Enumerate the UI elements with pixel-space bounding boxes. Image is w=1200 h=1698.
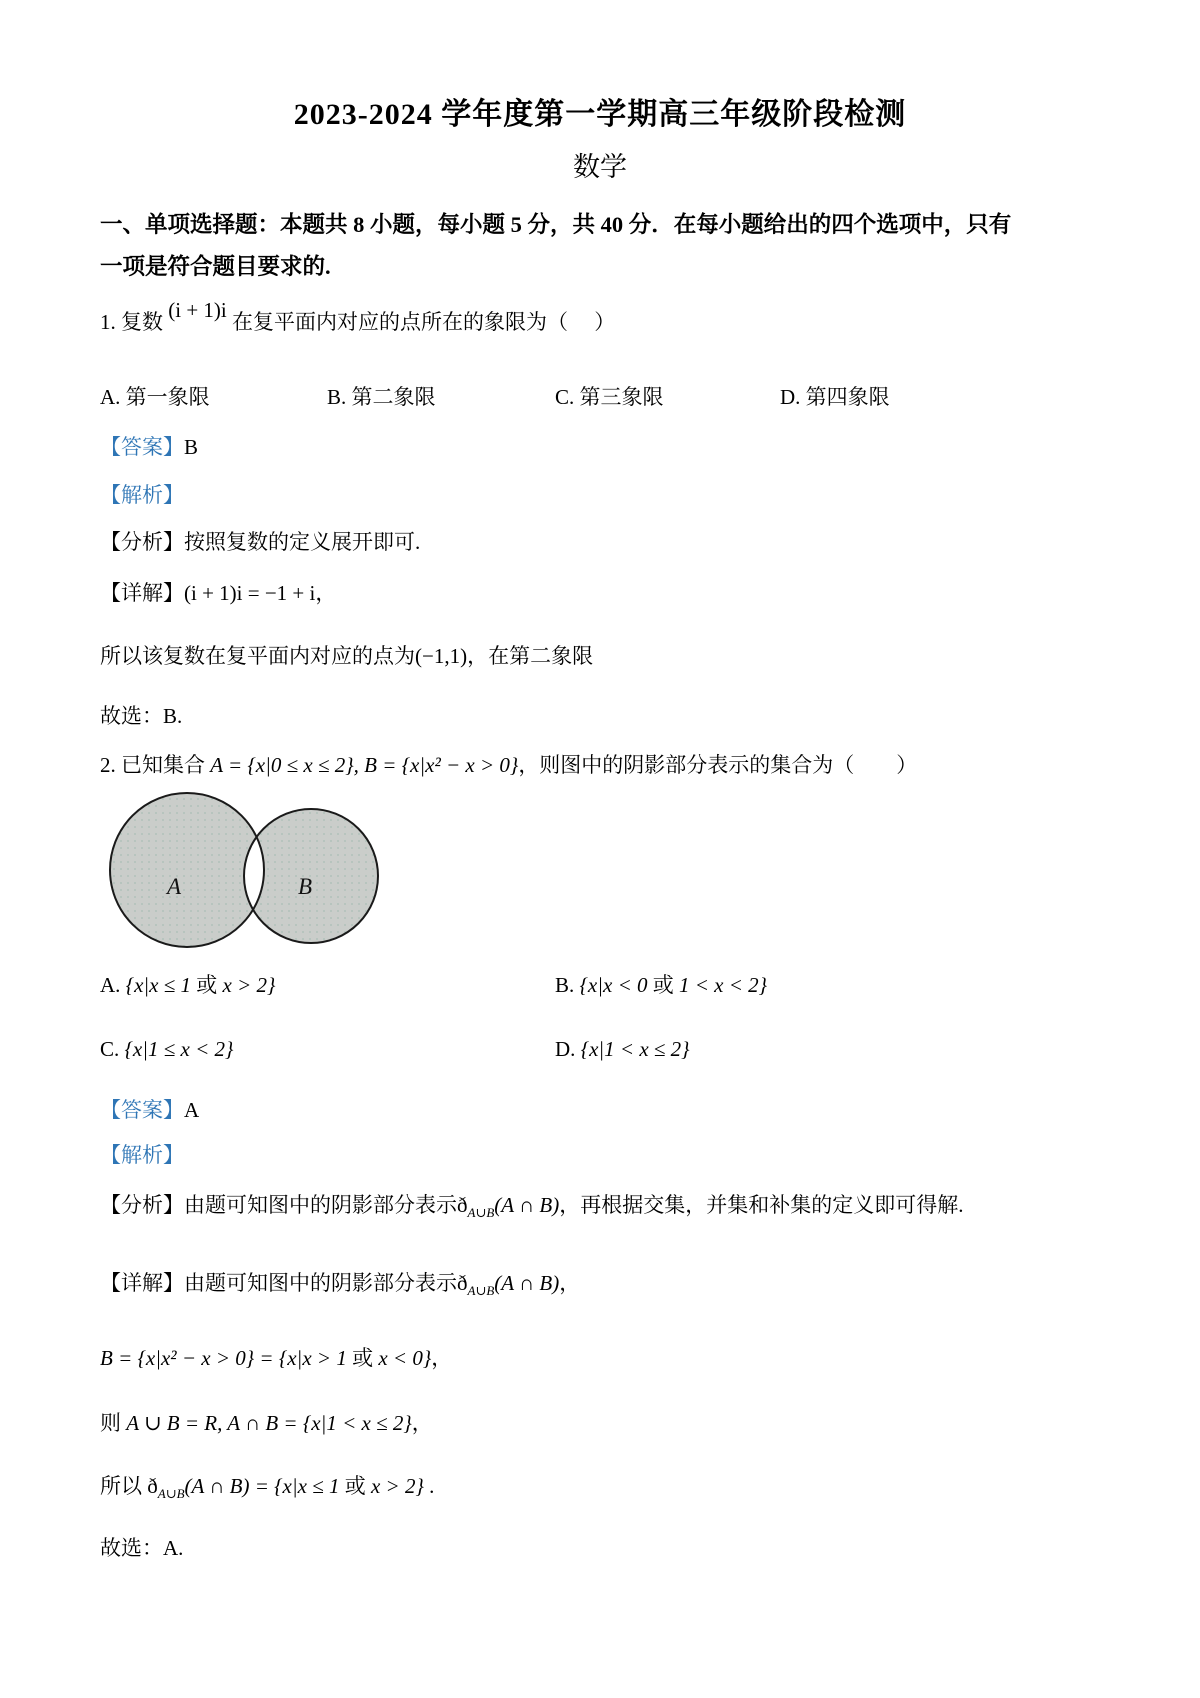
fenxi-label: 【分析】 <box>100 530 184 554</box>
q1-stem <box>100 298 1100 342</box>
q2-lineB <box>100 1336 1100 1380</box>
venn-svg <box>105 790 385 952</box>
q2-lineF-tail: . <box>423 1474 435 1498</box>
q2-stem-suffix: ，则图中的阴影部分表示的集合为（ ） <box>518 753 918 777</box>
q2-lineB-or: 或 <box>352 1346 374 1370</box>
q2-lineU-tail: ， <box>411 1411 433 1435</box>
q2-options-row1 <box>100 964 1100 1006</box>
q2-lineF-post: x > 2} <box>365 1474 424 1498</box>
xiangjie-label: 【详解】 <box>100 581 184 605</box>
q1-detail-tail: ， <box>315 581 337 605</box>
q1-number-text: 1. 复数 <box>100 310 163 334</box>
complement-subscript: A∪B <box>467 1205 495 1220</box>
q2-option-a-or: 或 <box>196 973 218 997</box>
q2-option-c <box>100 1028 233 1070</box>
q2-option-d-pre: {x|1 < x ≤ 2} <box>580 1037 690 1061</box>
section-heading-line2: 一项是符合题目要求的. <box>100 254 331 279</box>
q1-option-b-label: B. <box>327 385 347 409</box>
q2-option-b-or: 或 <box>652 973 674 997</box>
q1-fenxi-text: 按照复数的定义展开即可. <box>184 530 421 554</box>
q1-formula: (i + 1)i <box>168 298 227 322</box>
q2-option-a-label: A. <box>100 973 121 997</box>
q2-option-b-label: B. <box>555 973 575 997</box>
set-b-label: B <box>298 874 313 899</box>
complement-symbol: ð <box>457 1271 468 1295</box>
q2-choose-line: 故选：A. <box>100 1536 184 1560</box>
q2-lineU-prefix: 则 <box>100 1411 121 1435</box>
complement-symbol: ð <box>457 1193 468 1217</box>
q1-stem-suffix: 在复平面内对应的点所在的象限为（ ） <box>232 310 616 334</box>
q1-option-d-label: D. <box>780 385 801 409</box>
q2-option-c-pre: {x|1 ≤ x < 2} <box>124 1037 234 1061</box>
q2-detail-prefix: 由题可知图中的阴影部分表示 <box>184 1271 457 1295</box>
q2-option-b-post: 1 < x < 2} <box>673 973 768 997</box>
set-a-label: A <box>167 874 182 899</box>
q2-option-d-label: D. <box>555 1037 576 1061</box>
q2-number-text: 2. 已知集合 <box>100 753 205 777</box>
q1-detail-line <box>100 573 1100 613</box>
q2-fenxi-line <box>100 1185 1100 1233</box>
q1-answer-line <box>100 433 1100 461</box>
q1-choose-line: 故选：B. <box>100 704 183 728</box>
q2-stem <box>100 743 1100 787</box>
q2-formula: A = {x|0 ≤ x ≤ 2}, B = {x|x² − x > 0} <box>210 753 519 777</box>
q2-fenxi-prefix: 由题可知图中的阴影部分表示 <box>184 1193 457 1217</box>
q2-option-a-post: x > 2} <box>217 973 276 997</box>
q1-point-prefix: 所以该复数在复平面内对应的点为 <box>100 644 415 668</box>
q2-detail-line <box>100 1263 1100 1311</box>
q2-option-a-pre: {x|x ≤ 1 <box>125 973 197 997</box>
q1-option-c-text: 第三象限 <box>579 385 664 409</box>
q1-option-a-text: 第一象限 <box>125 385 210 409</box>
q2-detail-tail: ， <box>559 1271 581 1295</box>
analysis-label: 【解析】 <box>100 1143 184 1167</box>
q1-point-suffix: ，在第二象限 <box>467 644 594 668</box>
q2-option-d <box>555 1028 690 1070</box>
section-heading-line1: 一、单项选择题：本题共 8 小题，每小题 5 分，共 40 分．在每小题给出的四个选项中，只有 <box>100 212 1012 237</box>
q1-option-d-text: 第四象限 <box>805 385 890 409</box>
q2-option-a <box>100 964 275 1006</box>
q1-point-line <box>100 636 1100 676</box>
q2-lineU-formula: A ∪ B = R, A ∩ B = {x|1 < x ≤ 2} <box>126 1411 412 1435</box>
complement-subscript: A∪B <box>157 1486 185 1501</box>
complement-symbol: ð <box>147 1474 158 1498</box>
q2-fenxi-formula: (A ∩ B) <box>494 1193 560 1217</box>
venn-diagram <box>105 790 385 952</box>
q2-lineU <box>100 1401 1100 1445</box>
q2-lineB-pre: B = {x|x² − x > 0} = {x|x > 1 <box>100 1346 353 1370</box>
q2-answer-line <box>100 1096 1100 1124</box>
q1-fenxi-line <box>100 528 1100 556</box>
q2-lineB-tail: ， <box>431 1346 453 1370</box>
q2-lineF <box>100 1464 1100 1516</box>
q1-point-formula: (−1,1) <box>415 644 468 668</box>
q1-option-a-label: A. <box>100 385 121 409</box>
fenxi-label: 【分析】 <box>100 1193 184 1217</box>
q1-option-c-label: C. <box>555 385 575 409</box>
q2-options-row2 <box>100 1028 1100 1070</box>
q2-option-c-label: C. <box>100 1037 120 1061</box>
xiangjie-label: 【详解】 <box>100 1271 184 1295</box>
exam-subtitle: 数学 <box>573 152 627 182</box>
q2-option-b <box>555 964 767 1006</box>
complement-subscript: A∪B <box>467 1283 495 1298</box>
q1-option-b-text: 第二象限 <box>351 385 436 409</box>
q1-option-b <box>327 383 436 411</box>
section-heading <box>100 204 1100 288</box>
q1-option-a <box>100 383 210 411</box>
q1-option-d <box>780 383 890 411</box>
q2-detail-formula: (A ∩ B) <box>494 1271 560 1295</box>
q2-lineF-or: 或 <box>344 1474 366 1498</box>
exam-title: 2023-2024 学年度第一学期高三年级阶段检测 <box>293 98 907 131</box>
answer-label: 【答案】 <box>100 1098 184 1122</box>
q2-answer-value: A <box>184 1098 200 1122</box>
q2-fenxi-suffix: ，再根据交集，并集和补集的定义即可得解. <box>559 1193 964 1217</box>
q2-option-b-pre: {x|x < 0 <box>579 973 653 997</box>
answer-label: 【答案】 <box>100 435 184 459</box>
q1-options <box>100 383 1100 411</box>
q2-lineF-mid: (A ∩ B) = {x|x ≤ 1 <box>184 1474 345 1498</box>
q2-analysis-label-line <box>100 1141 1100 1169</box>
q2-lineB-post: x < 0} <box>373 1346 432 1370</box>
analysis-label: 【解析】 <box>100 483 184 507</box>
q2-lineF-prefix: 所以 <box>100 1474 142 1498</box>
q1-analysis-label-line <box>100 481 1100 509</box>
q1-detail-formula: (i + 1)i = −1 + i <box>184 581 316 605</box>
q1-option-c <box>555 383 664 411</box>
q1-answer-value: B <box>184 435 199 459</box>
